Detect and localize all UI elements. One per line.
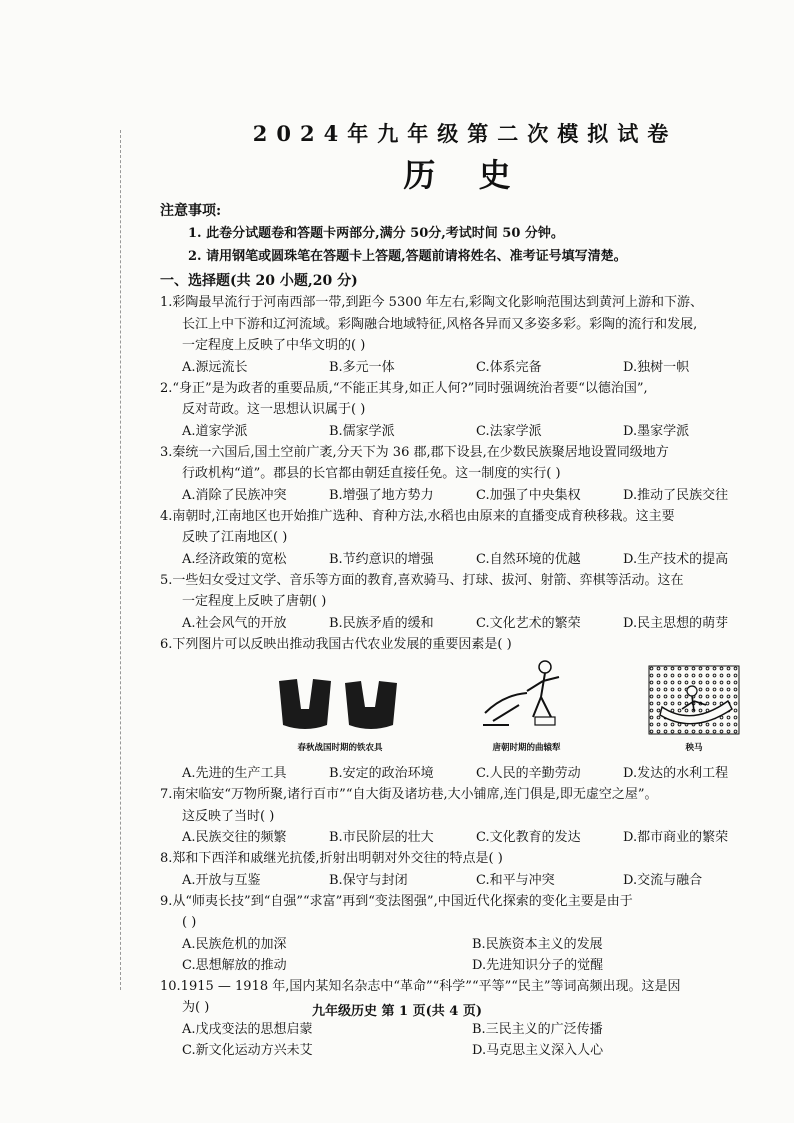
- figure-caption: 唐朝时期的曲辕犁: [492, 742, 561, 753]
- question-line: 行政机构“道”。郡县的长官都由朝廷直接任免。这一制度的实行( ): [182, 466, 561, 481]
- question-7: [160, 784, 770, 848]
- figure-iron-tools: [275, 675, 405, 760]
- curved-plow-icon: [479, 655, 575, 735]
- option: D.独树一帜: [623, 359, 690, 375]
- option: B.增强了地方势力: [329, 487, 434, 503]
- option: A.源远流长: [182, 359, 248, 375]
- question-line: ( ): [182, 915, 197, 930]
- options: [160, 763, 770, 784]
- question-line: 4.南朝时,江南地区也开始推广选种、育种方法,水稻也由原来的直播变成育秧移栽。这主要: [160, 508, 675, 524]
- exam-title: 2024年九年级第二次模拟试卷: [252, 121, 678, 146]
- exam-page: [160, 110, 770, 1061]
- question-3: [160, 442, 770, 506]
- question-line: 一定程度上反映了唐朝( ): [182, 594, 327, 609]
- option: C.加强了中央集权: [476, 487, 581, 503]
- question-5: [160, 570, 770, 634]
- question-line: 2.“身正”是为政者的重要品质,“不能正其身,如正人何?”同时强调统治者要“以德治国”,: [160, 380, 648, 396]
- option: C.和平与冲突: [476, 872, 555, 888]
- option: C.文化教育的发达: [476, 830, 581, 845]
- section-heading: 一、选择题(共 20 小题,20 分): [160, 273, 358, 289]
- option: A.道家学派: [182, 423, 248, 439]
- iron-tools-icon: [275, 675, 405, 735]
- option: A.消除了民族冲突: [182, 487, 287, 503]
- question-line: 9.从“师夷长技”到“自强”“求富”再到“变法图强”,中国近代化探索的变化主要是由于: [160, 893, 633, 909]
- question-8: [160, 848, 770, 891]
- option: A.社会风气的开放: [182, 615, 287, 631]
- notice: [160, 200, 770, 268]
- question-6: [160, 634, 770, 785]
- option: A.先进的生产工具: [182, 766, 287, 781]
- option: B.市民阶层的壮大: [329, 830, 434, 845]
- option: B.保守与封闭: [329, 872, 408, 888]
- option: D.都市商业的繁荣: [623, 830, 729, 845]
- binding-margin-line: [120, 130, 121, 990]
- option: A.开放与互鉴: [182, 872, 261, 888]
- figure-caption: 秧马: [685, 742, 703, 753]
- question-1: [160, 292, 770, 378]
- option: D.马克思主义深入人心: [472, 1042, 604, 1058]
- option: D.先进知识分子的觉醒: [472, 957, 604, 973]
- question-line: 6.下列图片可以反映出推动我国古代农业发展的重要因素是( ): [160, 636, 512, 652]
- question-line: 7.南宋临安“万物所聚,诸行百市”“自大街及诸坊巷,大小铺席,连门俱是,即无虚空之屋”。: [160, 787, 658, 802]
- question-9: [160, 891, 770, 976]
- options: [160, 827, 770, 848]
- option: B.安定的政治环境: [329, 766, 434, 781]
- page-footer: 九年级历史 第 1 页(共 4 页): [311, 1004, 483, 1019]
- option: D.墨家学派: [623, 423, 690, 439]
- notice-item: 2. 请用钢笔或圆珠笔在答题卡上答题,答题前请将姓名、准考证号填写清楚。: [188, 249, 627, 264]
- options: [160, 357, 770, 378]
- question-line: 一定程度上反映了中华文明的( ): [182, 338, 366, 353]
- option: B.三民主义的广泛传播: [472, 1021, 603, 1037]
- question-line: 反对苛政。这一思想认识属于( ): [182, 402, 366, 417]
- option: B.民族资本主义的发展: [472, 936, 603, 952]
- option: A.戊戌变法的思想启蒙: [182, 1021, 313, 1037]
- question-line: 为( ): [182, 1000, 210, 1015]
- question-6-figures: [275, 663, 740, 759]
- option: D.交流与融合: [623, 872, 703, 888]
- option: B.节约意识的增强: [329, 551, 434, 567]
- option: D.民主思想的萌芽: [623, 615, 729, 631]
- options: [160, 870, 770, 891]
- option: C.体系完备: [476, 359, 542, 375]
- question-line: 3.秦统一六国后,国土空前广袤,分天下为 36 郡,郡下设县,在少数民族聚居地设置同级地方: [160, 444, 669, 460]
- options: [160, 421, 770, 442]
- notice-heading: 注意事项:: [160, 203, 222, 219]
- options: [160, 485, 770, 506]
- option: A.民族交往的频繁: [182, 830, 287, 845]
- option: B.儒家学派: [329, 423, 395, 439]
- options: [160, 613, 770, 634]
- figure-caption: 春秋战国时期的铁农具: [297, 742, 383, 753]
- figure-curved-plow: [479, 655, 575, 760]
- option: C.法家学派: [476, 423, 542, 439]
- options: [160, 549, 770, 570]
- option: C.新文化运动方兴未艾: [182, 1042, 313, 1058]
- subject-title: 历 史: [403, 156, 527, 194]
- options: [160, 934, 770, 976]
- question-4: [160, 506, 770, 570]
- option: D.发达的水利工程: [623, 766, 729, 781]
- seedling-horse-icon: [648, 665, 740, 735]
- notice-item: 1. 此卷分试题卷和答题卡两部分,满分 50分,考试时间 50 分钟。: [188, 226, 564, 241]
- option: D.推动了民族交往: [623, 487, 729, 503]
- option: C.文化艺术的繁荣: [476, 615, 581, 631]
- question-2: [160, 378, 770, 442]
- option: C.思想解放的推动: [182, 957, 287, 973]
- question-line: 长江上中下游和辽河流域。彩陶融合地域特征,风格各异而又多姿多彩。彩陶的流行和发展,: [182, 316, 698, 332]
- question-line: 10.1915 — 1918 年,国内某知名杂志中“革命”“科学”“平等”“民主”等词高频出现。这是因: [160, 978, 681, 994]
- question-line: 反映了江南地区( ): [182, 530, 288, 545]
- option: C.人民的辛勤劳动: [476, 766, 581, 781]
- option: A.民族危机的加深: [182, 936, 287, 952]
- option: A.经济政策的宽松: [182, 551, 287, 567]
- question-line: 这反映了当时( ): [182, 808, 275, 824]
- option: B.民族矛盾的缓和: [329, 615, 434, 631]
- question-line: 1.彩陶最早流行于河南西部一带,到距今 5300 年左右,彩陶文化影响范围达到黄河上游和下游、: [160, 295, 704, 310]
- question-line: 5.一些妇女受过文学、音乐等方面的教育,喜欢骑马、打球、拔河、射箭、弈棋等活动。这在: [160, 572, 684, 588]
- option: C.自然环境的优越: [476, 551, 581, 567]
- options: [160, 1019, 770, 1061]
- figure-rice-seedling-horse: [648, 665, 740, 760]
- option: B.多元一体: [329, 359, 395, 375]
- question-line: 8.郑和下西洋和戚继光抗倭,折射出明朝对外交往的特点是( ): [160, 851, 503, 866]
- option: D.生产技术的提高: [623, 551, 729, 567]
